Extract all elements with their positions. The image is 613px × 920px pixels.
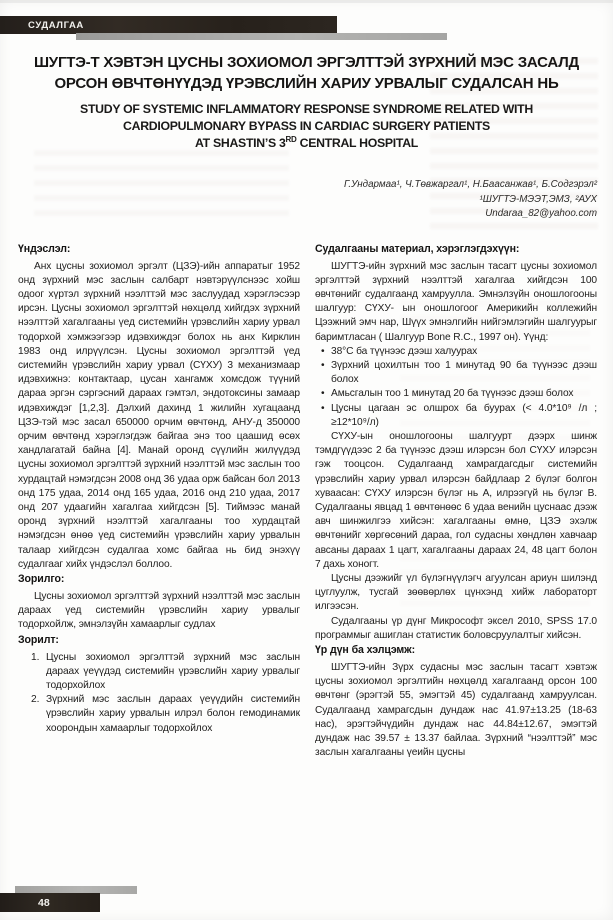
article-body [18, 242, 597, 761]
criteria-item: • Цусны цагаан эс олшрох ба буурах (< 4.0*10⁹ /л ; ≥12*10⁹/л) [319, 402, 597, 430]
page-number: 48 [38, 896, 50, 909]
section-heading-background: Үндэслэл: [18, 242, 71, 255]
tag-bar-shadow [76, 33, 447, 40]
methods-paragraph-2: СҮХУ-ын оношлогооны шалгуурт дээрх шинж тэмдгүүдээс 2 ба түүнээс дээш илэрсэн бол СҮХУ илэрсэн гэж тооцсон. Судалгаанд хамрагдагсдыг системийн үрэвслийн хариу урвал илэрсэн байдлаар 2 бүлэг болгон хуваасан: СҮХУ илэрсэн бүлэг нь А, илрээгүй нь бүлэг В. Судалгааны явцад 1 өвчтөнөөс 6 удаа венийн цуснаас дээж авч шинжилгээ хийсэн: хагалгааны өмнө, ЦЗЭ эхэлж өвчтөнийг хөргөсөний дараа, гол судасны хөндлөн хавчаар авсаны дараах 1 цагт, хагалгааны дараах 24, 48 цагт болон 7 дахь хоногт. [315, 430, 597, 570]
section-heading-objectives: Зорилт: [18, 633, 59, 646]
category-tag-bar [0, 16, 337, 34]
author-names: Г.Ундармаа¹, Ч.Төвжаргал¹, Н.Баасанжав¹, Б.Содгэрэл² [344, 179, 597, 190]
footer-page-bar [0, 893, 100, 912]
article-title-english-line1: STUDY OF SYSTEMIC INFLAMMATORY RESPONSE SYNDROME RELATED WITH CARDIOPULMONARY BYPASS IN CARDIAC SURGERY PATIENTS [80, 102, 533, 133]
left-column [18, 242, 300, 761]
objective-item [31, 693, 300, 736]
objective-text: Цусны зохиомол эргэлттэй зүрхний мэс заслын дараах үеүүдэд системийн үрэвслийн хариу урвалыг тодорхойлох [46, 651, 300, 691]
article-title-mongolian: ШУГТЭ-Т ХЭВТЭН ЦУСНЫ ЗОХИОМОЛ ЭРГЭЛТТЭЙ ЗҮРХНИЙ МЭС ЗАСАЛД ОРСОН ӨВЧТӨНҮҮДЭД ҮРЭВСЛИЙН ХАРИУ УРВАЛЫГ СУДАЛСАН НЬ [33, 54, 580, 92]
article-title-english-line2: AT SHASTIN’S 3RD CENTRAL HOSPITAL [194, 134, 419, 150]
methods-paragraph-1: ШУГТЭ-ийн зүрхний мэс заслын тасагт цусны зохиомол эргэлттэй зүрхний нээлттэй хагалгаа хийгдсэн 100 өвчтөнийг судалгаанд хамруулла. Эмнэлзүйн оношлогооны шалгуур: СҮХУ- ын оношлогоог Америкийн коллежийн Цээжний эмч нар, Шүүх эмнэлгийн нийгэмлэгийн шалгуурыг баримтласан ( Шалгуур Bone R.C., 1997 он). Үүнд: [315, 260, 597, 343]
objective-item [31, 651, 300, 694]
author-email: Undaraa_82@yahoo.com [485, 208, 597, 219]
criteria-item: • Амьсгалын тоо 1 минутад 20 ба түүнээс дээш болох [319, 387, 597, 401]
author-affiliation: ¹ШУГТЭ-МЭЭТ,ЭМЗ, ²АУХ [479, 193, 597, 205]
category-tag-label: СУДАЛГАА [28, 19, 84, 31]
criteria-list [319, 345, 597, 430]
criteria-item: • 38°С ба түүнээс дээш халуурах [319, 345, 597, 359]
objective-number: 2. [31, 694, 40, 706]
methods-paragraph-4: Судалгааны үр дүнг Микрософт эксел 2010, SPSS 17.0 программыг ашиглан статистик боловсруулалтыг хийсэн. [315, 615, 597, 641]
objectives-list [31, 651, 300, 736]
methods-paragraph-3: Цусны дээжийг үл бүлэгнүүлэгч агуулсан ариун шилэнд цуглуулж, тусгай зөөвөрлөх цүнхэнд хийж лабораторт илгээсэн. [315, 572, 597, 613]
right-column [315, 242, 597, 761]
objective-number: 1. [31, 651, 40, 663]
background-paragraph: Анх цусны зохиомол эргэлт (ЦЗЭ)-ийн аппаратыг 1952 онд зүрхний мэс заслын салбарт нэвтэрүүлснээс хойш одоог хүртэл зүрхний нээлттэй мэс заслуудад хэрэглэсээр ирсэн. Цусны зохиомол эргэлттэй нөхцөлд хийгдэх зүрхний нээлттэй хагалгааны үед системийн үрэвслийн хариу урвал тодорхой хэмжээгээр идэвхиждэг болох нь анх Кирклин 1983 онд илрүүлсэн. Цусны зохиомол эргэлттэй үед системийн үрэвслийн хариу урвал (СҮХУ) 3 механизмаар идэвхижнэ: контактаар, цусан хангамж хомсдож түүний дараа эргэн сэргэсний дараах гэмтэл, эндотоксины замаар идэвхиждэг [1,2,3]. Дэлхий дахинд 1 жилийн хугацаанд ЦЗЭ-тэй мэс засал 650000 орчим өвчтөнд, АНУ-д 350000 орчим өвчтөнд хэрэглэгдэж байгаа энэ тоо цаашид өсөх хандлагатай байна [4]. Манай оронд сүүлийн жилүүдэд цусны зохиомол эргэлттэй зүрхний нээлттэй мэс заслын тоо хурдацтай нэмэгдсэн 2008 онд 36 удаа орж байсан бол 2013 онд 175 удаа, 2014 онд 165 удаа, 2016 онд 210 удаа, 2017 онд 207 удаагийн хагалгаа хийгдсэн [5]. Тиймээс манай оронд зүрхний нээлттэй хагалгааны тоо хурдацтай нэмэгдсэн өнөө үед системийн үрэвслийн хариу урвалын талаар хийгдсэн судалгаа хомс байгаа нь бид энэхүү судалгааг хийх үндэслэл боллоо. [18, 260, 300, 570]
objective-text: Зүрхний мэс заслын дараах үеүүдийн системийн үрэвслийн хариу урвалын илрэл болон гемодинамик хоорондын хамаарлыг тодорхойлох [46, 694, 300, 734]
results-paragraph: ШУГТЭ-ийн Зүрх судасны мэс заслын тасагт хэвтэж цусны зохиомол эргэлтийн нөхцөлд хагалгаанд орсон 100 өвчтөнг (эрэгтэй 55, эмэгтэй 45) судалгаанд хамруулсан. Судалгаанд хамрагсдын дундаж нас 41.97±13.25 (18-63 нас), эрэгтэйчүдийн дундаж нас 44.84±12.67, эмэгтэй дундаж нас 39.57 ± 13.37 байлаа. Зүрхний “нээлттэй” мэс заслын хагалгааны үеийн цусны [315, 661, 597, 759]
section-heading-aim: Зорилго: [18, 572, 65, 585]
criteria-item: • Зүрхний цохилтын тоо 1 минутад 90 ба түүнээс дээш болох [319, 359, 597, 387]
section-heading-results: Үр дүн ба хэлцэмж: [315, 643, 416, 656]
aim-paragraph: Цусны зохиомол эргэлттэй зүрхний нээлттэй мэс заслын дараах үед системийн үрэвслийн хариу урвалыг тодорхойлж, эмнэлзүйн хамаарлыг судлах [18, 590, 300, 631]
ordinal-superscript: RD [285, 134, 297, 144]
scan-edge [0, 0, 613, 3]
author-block [0, 178, 597, 222]
article-title-english [20, 101, 593, 152]
section-heading-methods: Судалгааны материал, хэрэглэгдэхүүн: [315, 242, 520, 255]
